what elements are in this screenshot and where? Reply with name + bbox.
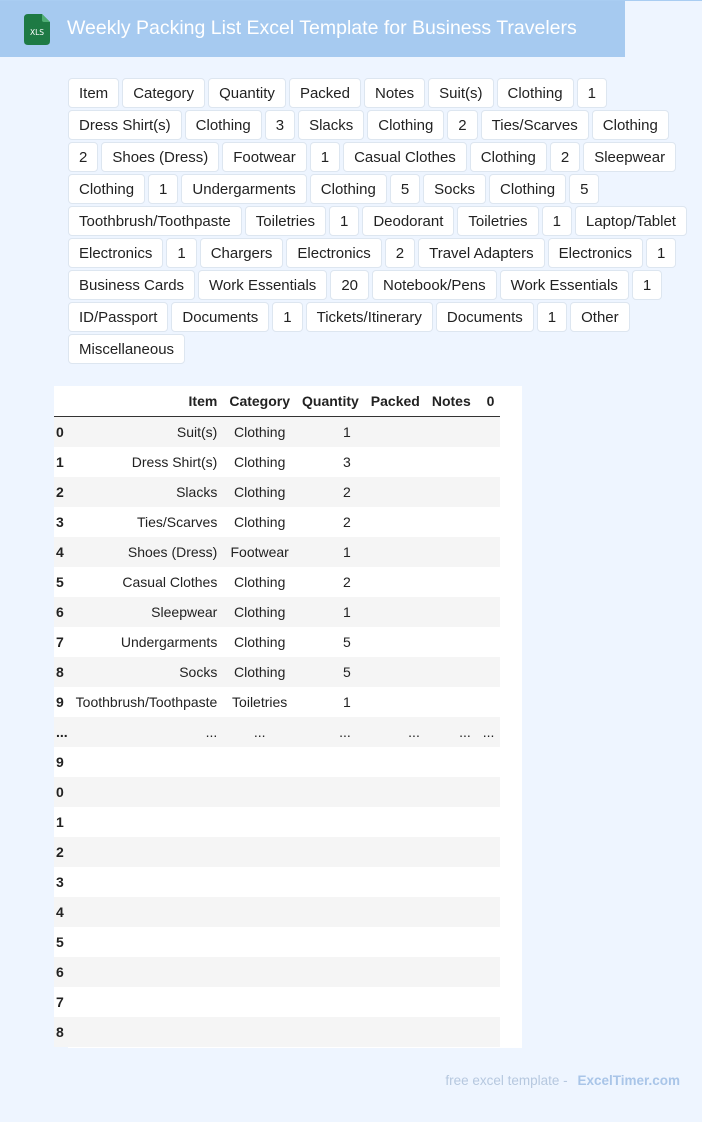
table-cell-item: Dress Shirt(s) bbox=[70, 447, 224, 477]
table-cell-extra bbox=[477, 777, 501, 807]
data-chip: Documents bbox=[436, 302, 534, 332]
table-cell-category: Footwear bbox=[223, 537, 296, 567]
table-cell-extra bbox=[477, 897, 501, 927]
footer-brand-link[interactable]: ExcelTimer.com bbox=[577, 1073, 680, 1088]
table-cell-extra bbox=[477, 807, 501, 837]
table-header-row bbox=[54, 386, 500, 417]
table-cell-quantity: 2 bbox=[296, 567, 365, 597]
table-row bbox=[54, 567, 500, 597]
table-cell-extra bbox=[477, 417, 501, 448]
data-chip: Clothing bbox=[310, 174, 387, 204]
table-cell-category: Clothing bbox=[223, 477, 296, 507]
table-cell-idx: 9 bbox=[54, 747, 70, 777]
data-chip: 1 bbox=[632, 270, 662, 300]
table-row bbox=[54, 507, 500, 537]
data-chip: Clothing bbox=[68, 174, 145, 204]
data-chip: Miscellaneous bbox=[68, 334, 185, 364]
table-cell-packed bbox=[365, 807, 426, 837]
data-chip: Toothbrush/Toothpaste bbox=[68, 206, 242, 236]
data-chip: 1 bbox=[310, 142, 340, 172]
table-cell-extra bbox=[477, 447, 501, 477]
data-chip: Dress Shirt(s) bbox=[68, 110, 182, 140]
data-chip: Clothing bbox=[185, 110, 262, 140]
data-chip: 20 bbox=[330, 270, 369, 300]
table-cell-item bbox=[70, 807, 224, 837]
data-chip: Undergarments bbox=[181, 174, 306, 204]
table-cell-quantity: ... bbox=[296, 717, 365, 747]
data-chip: Work Essentials bbox=[198, 270, 327, 300]
table-cell-packed bbox=[365, 1017, 426, 1047]
table-cell-idx: 9 bbox=[54, 687, 70, 717]
data-chip: Slacks bbox=[298, 110, 364, 140]
table-cell-item bbox=[70, 897, 224, 927]
table-cell-packed bbox=[365, 777, 426, 807]
table-row bbox=[54, 477, 500, 507]
data-chip: Item bbox=[68, 78, 119, 108]
table-cell-idx: 6 bbox=[54, 957, 70, 987]
data-chip: Toiletries bbox=[457, 206, 538, 236]
table-cell-extra bbox=[477, 927, 501, 957]
footer bbox=[445, 1073, 680, 1088]
table-cell-extra bbox=[477, 627, 501, 657]
table-cell-category bbox=[223, 807, 296, 837]
data-chip: 1 bbox=[166, 238, 196, 268]
table-cell-quantity bbox=[296, 777, 365, 807]
table-cell-idx: 3 bbox=[54, 507, 70, 537]
table-cell-extra bbox=[477, 477, 501, 507]
table-cell-quantity: 1 bbox=[296, 537, 365, 567]
table-cell-packed bbox=[365, 867, 426, 897]
data-chip: Socks bbox=[423, 174, 486, 204]
table-cell-packed bbox=[365, 417, 426, 448]
table-cell-notes bbox=[426, 567, 477, 597]
table-cell-notes bbox=[426, 537, 477, 567]
data-chip: 1 bbox=[329, 206, 359, 236]
table-cell-quantity bbox=[296, 807, 365, 837]
table-cell-packed bbox=[365, 897, 426, 927]
data-chip: Quantity bbox=[208, 78, 286, 108]
data-chip: Business Cards bbox=[68, 270, 195, 300]
table-cell-category bbox=[223, 867, 296, 897]
data-chip: Tickets/Itinerary bbox=[306, 302, 433, 332]
data-chip: Notebook/Pens bbox=[372, 270, 497, 300]
page-title: Weekly Packing List Excel Template for Business Travelers bbox=[67, 17, 577, 39]
table-cell-notes bbox=[426, 627, 477, 657]
table-cell-packed bbox=[365, 987, 426, 1017]
data-chip: Clothing bbox=[497, 78, 574, 108]
data-chip: Suit(s) bbox=[428, 78, 493, 108]
data-chip: Work Essentials bbox=[500, 270, 629, 300]
table-cell-item bbox=[70, 987, 224, 1017]
table-cell-quantity bbox=[296, 897, 365, 927]
table-cell-item: ... bbox=[70, 717, 224, 747]
table-cell-category bbox=[223, 957, 296, 987]
table-cell-idx: 6 bbox=[54, 597, 70, 627]
header-banner bbox=[0, 1, 625, 57]
table-cell-idx: 5 bbox=[54, 567, 70, 597]
table-cell-item: Slacks bbox=[70, 477, 224, 507]
table-cell-packed bbox=[365, 447, 426, 477]
data-chip: Laptop/Tablet bbox=[575, 206, 687, 236]
data-chip: Electronics bbox=[68, 238, 163, 268]
table-cell-extra bbox=[477, 1017, 501, 1047]
table-cell-category bbox=[223, 897, 296, 927]
table-cell-packed bbox=[365, 687, 426, 717]
svg-text:XLS: XLS bbox=[29, 28, 45, 37]
table-cell-item bbox=[70, 867, 224, 897]
table-cell-packed bbox=[365, 657, 426, 687]
excel-file-icon bbox=[24, 14, 50, 45]
column-header-item: Item bbox=[70, 386, 224, 417]
table-cell-notes bbox=[426, 927, 477, 957]
table-cell-quantity bbox=[296, 747, 365, 777]
table-cell-item bbox=[70, 777, 224, 807]
table-cell-quantity: 3 bbox=[296, 447, 365, 477]
table-cell-notes bbox=[426, 687, 477, 717]
data-chip: Footwear bbox=[222, 142, 307, 172]
data-chip: Clothing bbox=[592, 110, 669, 140]
column-header-extra: 0 bbox=[477, 386, 501, 417]
table-cell-quantity: 5 bbox=[296, 657, 365, 687]
table-cell-packed bbox=[365, 477, 426, 507]
data-chip: 2 bbox=[68, 142, 98, 172]
column-header-quantity: Quantity bbox=[296, 386, 365, 417]
table-cell-quantity: 5 bbox=[296, 627, 365, 657]
table-cell-notes bbox=[426, 747, 477, 777]
table-cell-quantity: 2 bbox=[296, 477, 365, 507]
table-row bbox=[54, 447, 500, 477]
data-chip: Toiletries bbox=[245, 206, 326, 236]
table-cell-idx: 3 bbox=[54, 867, 70, 897]
table-cell-notes bbox=[426, 597, 477, 627]
data-chip: Casual Clothes bbox=[343, 142, 467, 172]
table-cell-extra bbox=[477, 597, 501, 627]
table-cell-idx: 7 bbox=[54, 987, 70, 1017]
data-chip: Notes bbox=[364, 78, 425, 108]
table-cell-notes bbox=[426, 507, 477, 537]
table-row bbox=[54, 867, 500, 897]
table-cell-notes bbox=[426, 957, 477, 987]
table-cell-packed bbox=[365, 837, 426, 867]
data-chip: ID/Passport bbox=[68, 302, 168, 332]
table-cell-item: Shoes (Dress) bbox=[70, 537, 224, 567]
data-chip: 2 bbox=[550, 142, 580, 172]
table-cell-item: Toothbrush/Toothpaste bbox=[70, 687, 224, 717]
table-cell-item bbox=[70, 747, 224, 777]
table-row bbox=[54, 627, 500, 657]
table-row bbox=[54, 927, 500, 957]
table-cell-category: Toiletries bbox=[223, 687, 296, 717]
table-cell-idx: 1 bbox=[54, 807, 70, 837]
data-chip: 3 bbox=[265, 110, 295, 140]
table-cell-quantity bbox=[296, 957, 365, 987]
column-header-category: Category bbox=[223, 386, 296, 417]
table-cell-category: Clothing bbox=[223, 447, 296, 477]
table-cell-category bbox=[223, 1017, 296, 1047]
table-cell-notes: ... bbox=[426, 717, 477, 747]
table-cell-packed bbox=[365, 627, 426, 657]
table-cell-packed bbox=[365, 957, 426, 987]
table-row bbox=[54, 597, 500, 627]
data-chip: 2 bbox=[385, 238, 415, 268]
data-chip: 1 bbox=[272, 302, 302, 332]
table-cell-notes bbox=[426, 807, 477, 837]
table-cell-extra bbox=[477, 957, 501, 987]
table-cell-idx: 8 bbox=[54, 657, 70, 687]
data-chip: Other bbox=[570, 302, 630, 332]
table-cell-item: Ties/Scarves bbox=[70, 507, 224, 537]
data-table-panel bbox=[56, 386, 522, 1048]
table-cell-idx: 1 bbox=[54, 447, 70, 477]
table-cell-category: Clothing bbox=[223, 567, 296, 597]
table-cell-item bbox=[70, 837, 224, 867]
data-chip: Electronics bbox=[286, 238, 381, 268]
table-cell-extra bbox=[477, 687, 501, 717]
data-chip: 1 bbox=[537, 302, 567, 332]
footer-text: free excel template - bbox=[445, 1073, 568, 1088]
table-row bbox=[54, 657, 500, 687]
table-cell-idx: 0 bbox=[54, 417, 70, 448]
table-row bbox=[54, 1017, 500, 1047]
table-cell-category: Clothing bbox=[223, 627, 296, 657]
table-row bbox=[54, 837, 500, 867]
data-chip: Clothing bbox=[489, 174, 566, 204]
data-chip: Sleepwear bbox=[583, 142, 676, 172]
data-chip: Chargers bbox=[200, 238, 284, 268]
table-cell-item bbox=[70, 927, 224, 957]
table-cell-extra bbox=[477, 507, 501, 537]
table-cell-quantity: 1 bbox=[296, 417, 365, 448]
table-cell-notes bbox=[426, 777, 477, 807]
table-cell-packed bbox=[365, 927, 426, 957]
data-chip: Clothing bbox=[367, 110, 444, 140]
data-chip: Category bbox=[122, 78, 205, 108]
table-cell-idx: 4 bbox=[54, 537, 70, 567]
table-cell-category: Clothing bbox=[223, 597, 296, 627]
table-row bbox=[54, 417, 500, 448]
table-cell-extra bbox=[477, 837, 501, 867]
table-row bbox=[54, 897, 500, 927]
data-chip: Documents bbox=[171, 302, 269, 332]
column-header-packed: Packed bbox=[365, 386, 426, 417]
table-cell-category bbox=[223, 777, 296, 807]
table-cell-extra bbox=[477, 567, 501, 597]
data-chip: Deodorant bbox=[362, 206, 454, 236]
data-chip: Packed bbox=[289, 78, 361, 108]
data-chip: 5 bbox=[390, 174, 420, 204]
table-cell-extra bbox=[477, 537, 501, 567]
table-cell-quantity bbox=[296, 1017, 365, 1047]
table-row bbox=[54, 987, 500, 1017]
table-cell-idx: 8 bbox=[54, 1017, 70, 1047]
table-cell-item: Suit(s) bbox=[70, 417, 224, 448]
table-cell-notes bbox=[426, 867, 477, 897]
table-cell-notes bbox=[426, 897, 477, 927]
table-cell-idx: 4 bbox=[54, 897, 70, 927]
table-cell-notes bbox=[426, 1017, 477, 1047]
table-cell-packed bbox=[365, 597, 426, 627]
table-cell-category: Clothing bbox=[223, 417, 296, 448]
data-chip: 5 bbox=[569, 174, 599, 204]
table-cell-item bbox=[70, 957, 224, 987]
table-row bbox=[54, 537, 500, 567]
table-cell-category bbox=[223, 987, 296, 1017]
table-cell-notes bbox=[426, 987, 477, 1017]
data-chip: Clothing bbox=[470, 142, 547, 172]
table-cell-packed bbox=[365, 567, 426, 597]
table-cell-item: Sleepwear bbox=[70, 597, 224, 627]
data-chip: 1 bbox=[542, 206, 572, 236]
table-cell-item: Undergarments bbox=[70, 627, 224, 657]
table-cell-category: Clothing bbox=[223, 507, 296, 537]
table-row bbox=[54, 777, 500, 807]
data-chip: 1 bbox=[577, 78, 607, 108]
table-cell-extra: ... bbox=[477, 717, 501, 747]
table-cell-idx: ... bbox=[54, 717, 70, 747]
table-cell-category: ... bbox=[223, 717, 296, 747]
table-row bbox=[54, 957, 500, 987]
table-cell-category bbox=[223, 837, 296, 867]
data-chip: 1 bbox=[646, 238, 676, 268]
data-chip: Shoes (Dress) bbox=[101, 142, 219, 172]
data-chip: Travel Adapters bbox=[418, 238, 545, 268]
data-chip-list bbox=[68, 78, 700, 366]
table-cell-extra bbox=[477, 987, 501, 1017]
table-cell-idx: 2 bbox=[54, 837, 70, 867]
data-table bbox=[54, 386, 500, 1047]
table-cell-idx: 0 bbox=[54, 777, 70, 807]
data-chip: Ties/Scarves bbox=[481, 110, 589, 140]
table-cell-notes bbox=[426, 657, 477, 687]
table-cell-notes bbox=[426, 417, 477, 448]
table-cell-packed: ... bbox=[365, 717, 426, 747]
table-cell-category bbox=[223, 747, 296, 777]
table-cell-item bbox=[70, 1017, 224, 1047]
table-cell-quantity bbox=[296, 867, 365, 897]
table-cell-packed bbox=[365, 507, 426, 537]
table-cell-quantity bbox=[296, 927, 365, 957]
table-cell-idx: 5 bbox=[54, 927, 70, 957]
table-cell-notes bbox=[426, 837, 477, 867]
table-row bbox=[54, 687, 500, 717]
table-cell-notes bbox=[426, 477, 477, 507]
table-row bbox=[54, 807, 500, 837]
table-cell-packed bbox=[365, 747, 426, 777]
table-row bbox=[54, 717, 500, 747]
table-cell-extra bbox=[477, 867, 501, 897]
table-cell-category: Clothing bbox=[223, 657, 296, 687]
table-cell-quantity: 2 bbox=[296, 507, 365, 537]
table-cell-packed bbox=[365, 537, 426, 567]
data-chip: Electronics bbox=[548, 238, 643, 268]
data-chip: 1 bbox=[148, 174, 178, 204]
table-cell-item: Casual Clothes bbox=[70, 567, 224, 597]
index-header bbox=[54, 386, 70, 417]
table-cell-extra bbox=[477, 657, 501, 687]
data-chip: 2 bbox=[447, 110, 477, 140]
table-cell-item: Socks bbox=[70, 657, 224, 687]
table-cell-quantity: 1 bbox=[296, 687, 365, 717]
table-cell-quantity bbox=[296, 987, 365, 1017]
table-cell-quantity: 1 bbox=[296, 597, 365, 627]
table-cell-quantity bbox=[296, 837, 365, 867]
table-cell-idx: 7 bbox=[54, 627, 70, 657]
table-cell-notes bbox=[426, 447, 477, 477]
table-cell-category bbox=[223, 927, 296, 957]
column-header-notes: Notes bbox=[426, 386, 477, 417]
table-row bbox=[54, 747, 500, 777]
table-cell-idx: 2 bbox=[54, 477, 70, 507]
table-cell-extra bbox=[477, 747, 501, 777]
